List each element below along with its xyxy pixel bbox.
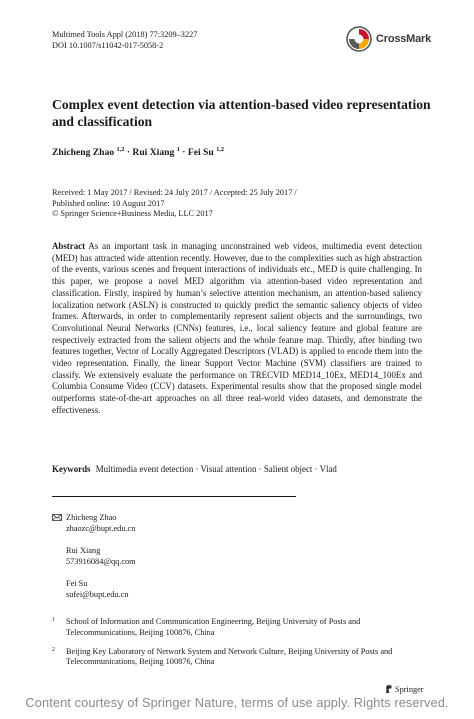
- author-affiliation-ref: 1,2: [116, 146, 125, 153]
- published-line: Published online: 10 August 2017: [52, 198, 165, 208]
- affiliation-entry: [52, 617, 422, 639]
- abstract-heading: Abstract: [52, 241, 86, 251]
- abstract-text: As an important task in managing unconstrained web videos, multimedia event detection (MED) has attracted wide attention recently. However, due to the complexities such as high abstraction of the events, various scenes and frequent interactions of individuals etc., MED is quite challenging. In this paper, we propose a novel MED algorithm via attention-based video representation and classification. Firstly, inspired by human’s selective attention mechanism, an attention-based saliency localization network (ASLN) is constructed to quickly predict the semantic saliency objects of video frames. Afterwards, in order to complementarily represent salient objects and the surroundings, two Convolutional Neural Networks (CNNs) features, i.e., local saliency feature and global feature are respectively extracted from the salient objects and the whole feature map. Thirdly, after binding two features together, Vector of Locally Aggregated Descriptors (VLAD) is applied to encode them into the video representation. Finally, the linear Support Vector Machine (SVM) classifiers are trained to classify. We extensively evaluate the performance on TRECVID MED14_10Ex, MED14_100Ex and Columbia Consume Video (CCV) datasets. Experimental results show that the proposed single model outperforms state-of-the-art approaches on all three real-world video datasets, and demonstrate the effectiveness.: [52, 241, 422, 415]
- author-name: Fei Su: [187, 147, 214, 159]
- author-name: Zhicheng Zhao: [52, 147, 115, 159]
- affiliation-line: Telecommunications, Beijing 100876, China: [66, 657, 215, 667]
- springer-horse-icon: [384, 684, 393, 694]
- contact-email[interactable]: sufei@bupt.edu.cn: [66, 590, 129, 599]
- copyright-footer: Content courtesy of Springer Nature, terms of use apply. Rights reserved.: [25, 695, 449, 710]
- affiliation-number: 2: [52, 646, 55, 653]
- doi-line: DOI 10.1007/s11042-017-5058-2: [52, 41, 164, 50]
- keywords-text: Multimedia event detection · Visual attention · Salient object · Vlad: [95, 464, 337, 474]
- footnote-divider: [52, 496, 296, 497]
- contact-entry: [52, 512, 136, 534]
- author-affiliation-ref: 1,2: [216, 146, 224, 153]
- contact-entry: [52, 578, 136, 600]
- contact-entry: [52, 545, 136, 567]
- abstract-section: [52, 241, 422, 417]
- envelope-icon: [52, 514, 62, 521]
- contact-name: Zhicheng Zhao: [66, 513, 117, 522]
- contact-name: Rui Xiang: [66, 546, 101, 555]
- contact-list: [52, 512, 136, 611]
- crossmark-icon: [346, 26, 372, 52]
- journal-citation: [52, 29, 197, 51]
- author-affiliation-ref: 1: [176, 146, 180, 153]
- crossmark-label: CrossMark: [376, 33, 432, 45]
- affiliation-number: 1: [52, 617, 55, 623]
- article-title: Complex event detection via attention-based video representation and classification: [52, 97, 431, 129]
- keywords-section: [52, 464, 422, 475]
- author-list: [52, 146, 224, 158]
- copyright-line: © Springer Science+Business Media, LLC 2017: [52, 209, 213, 218]
- affiliation-line: Telecommunications, Beijing 100876, China: [66, 627, 215, 637]
- publication-dates: [52, 188, 297, 220]
- received-line: Received: 1 May 2017 / Revised: 24 July 2017 / Accepted: 25 July 2017 /: [52, 188, 297, 197]
- affiliation-line: School of Information and Communication Engineering, Beijing University of Posts and: [66, 617, 361, 626]
- affiliation-line: Beijing Key Laboratory of Network System and Network Culture, Beijing University of Posts and: [66, 646, 393, 656]
- affiliation-entry: [52, 647, 422, 669]
- contact-email[interactable]: 573916084@qq.com: [66, 557, 136, 566]
- contact-email[interactable]: zhaozc@bupt.edu.cn: [66, 524, 136, 533]
- journal-line: Multimed Tools Appl (2018) 77:3209–3227: [52, 30, 198, 39]
- author-name: Rui Xiang: [132, 147, 175, 159]
- keywords-heading: Keywords: [52, 464, 91, 474]
- springer-label: Springer: [395, 684, 424, 694]
- affiliation-list: [52, 617, 422, 676]
- crossmark-badge[interactable]: [346, 26, 431, 52]
- contact-name: Fei Su: [66, 579, 88, 588]
- author-separator: ·: [182, 147, 188, 159]
- author-separator: ·: [126, 147, 133, 159]
- springer-logo: [384, 684, 424, 694]
